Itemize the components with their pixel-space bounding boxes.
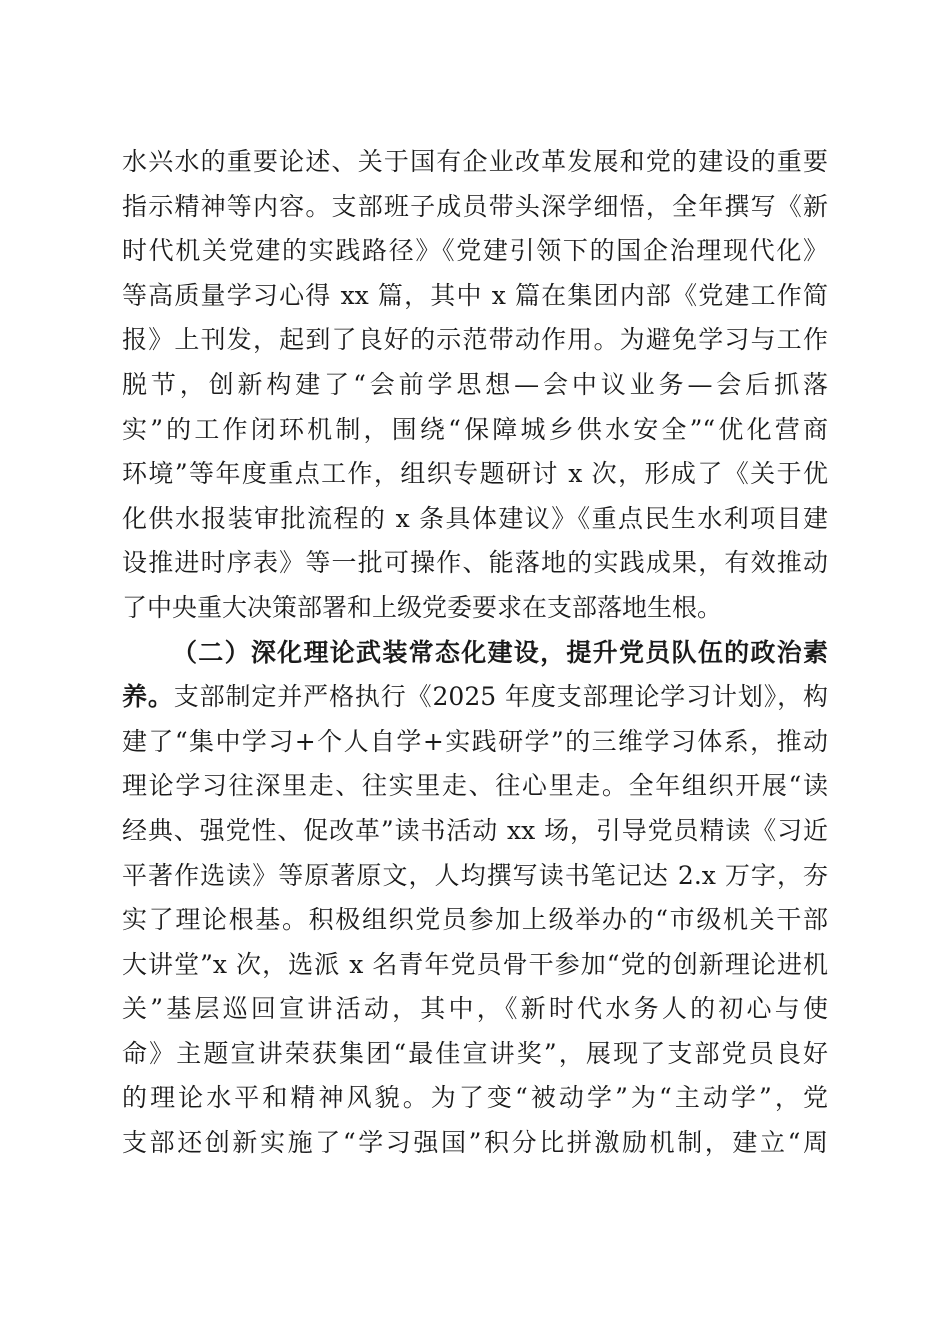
text-line: 等高质量学习心得 xx 篇，其中 x 篇在集团内部《党建工作简 <box>122 280 828 310</box>
text-line: 指示精神等内容。支部班子成员带头深学细悟，全年撰写《新 <box>122 191 828 221</box>
paragraph-2 <box>122 631 828 1166</box>
text-line: 的理论水平和精神风貌。为了变“被动学”为“主动学”，党 <box>122 1083 828 1113</box>
text-line: 理论学习往深里走、往实里走、往心里走。全年组织开展“读 <box>122 771 828 801</box>
text-line: 大讲堂”x 次，选派 x 名青年党员骨干参加“党的创新理论进机 <box>122 949 828 979</box>
text-line: 实了理论根基。积极组织党员参加上级举办的“市级机关干部 <box>122 905 828 935</box>
text-line: 设推进时序表》等一批可操作、能落地的实践成果，有效推动 <box>122 548 828 578</box>
text-line: 实”的工作闭环机制，围绕“保障城乡供水安全”“优化营商 <box>122 414 828 444</box>
text-line: 关”基层巡回宣讲活动，其中，《新时代水务人的初心与使 <box>122 994 828 1024</box>
text-line: 水兴水的重要论述、关于国有企业改革发展和党的建设的重要 <box>122 147 828 176</box>
text-line: 经典、强党性、促改革”读书活动 xx 场，引导党员精读《习近 <box>122 815 828 845</box>
text-segment: 支部制定并严格执行《2025 年度支部理论学习计划》，构 <box>173 682 828 712</box>
text-line: 环境”等年度重点工作，组织专题研讨 x 次，形成了《关于优 <box>122 459 828 489</box>
text-line <box>122 675 828 720</box>
text-line: 化供水报装审批流程的 x 条具体建议》《重点民生水利项目建 <box>122 503 828 533</box>
text-line: 脱节，创新构建了“会前学思想—会中议业务—会后抓落 <box>122 369 828 399</box>
text-line: 报》上刊发，起到了良好的示范带动作用。为避免学习与工作 <box>122 325 828 355</box>
text-line: 时代机关党建的实践路径》《党建引领下的国企治理现代化》 <box>122 236 828 266</box>
document-body <box>122 140 828 1166</box>
text-line: 平著作选读》等原著原文，人均撰写读书笔记达 2.x 万字，夯 <box>122 860 828 890</box>
paragraph-1 <box>122 140 828 631</box>
section-heading: （二）深化理论武装常态化建设，提升党员队伍的政治素 <box>172 637 828 667</box>
text-line: 了中央重大决策部署和上级党委要求在支部落地生根。 <box>122 592 723 622</box>
text-line: 命》主题宣讲荣获集团“最佳宣讲奖”，展现了支部党员良好 <box>122 1038 828 1068</box>
section-heading-tail: 养。 <box>122 682 174 712</box>
text-line: 支部还创新实施了“学习强国”积分比拼激励机制，建立“周 <box>122 1128 828 1158</box>
text-line: 建了“集中学习+个人自学+实践研学”的三维学习体系，推动 <box>122 726 828 756</box>
